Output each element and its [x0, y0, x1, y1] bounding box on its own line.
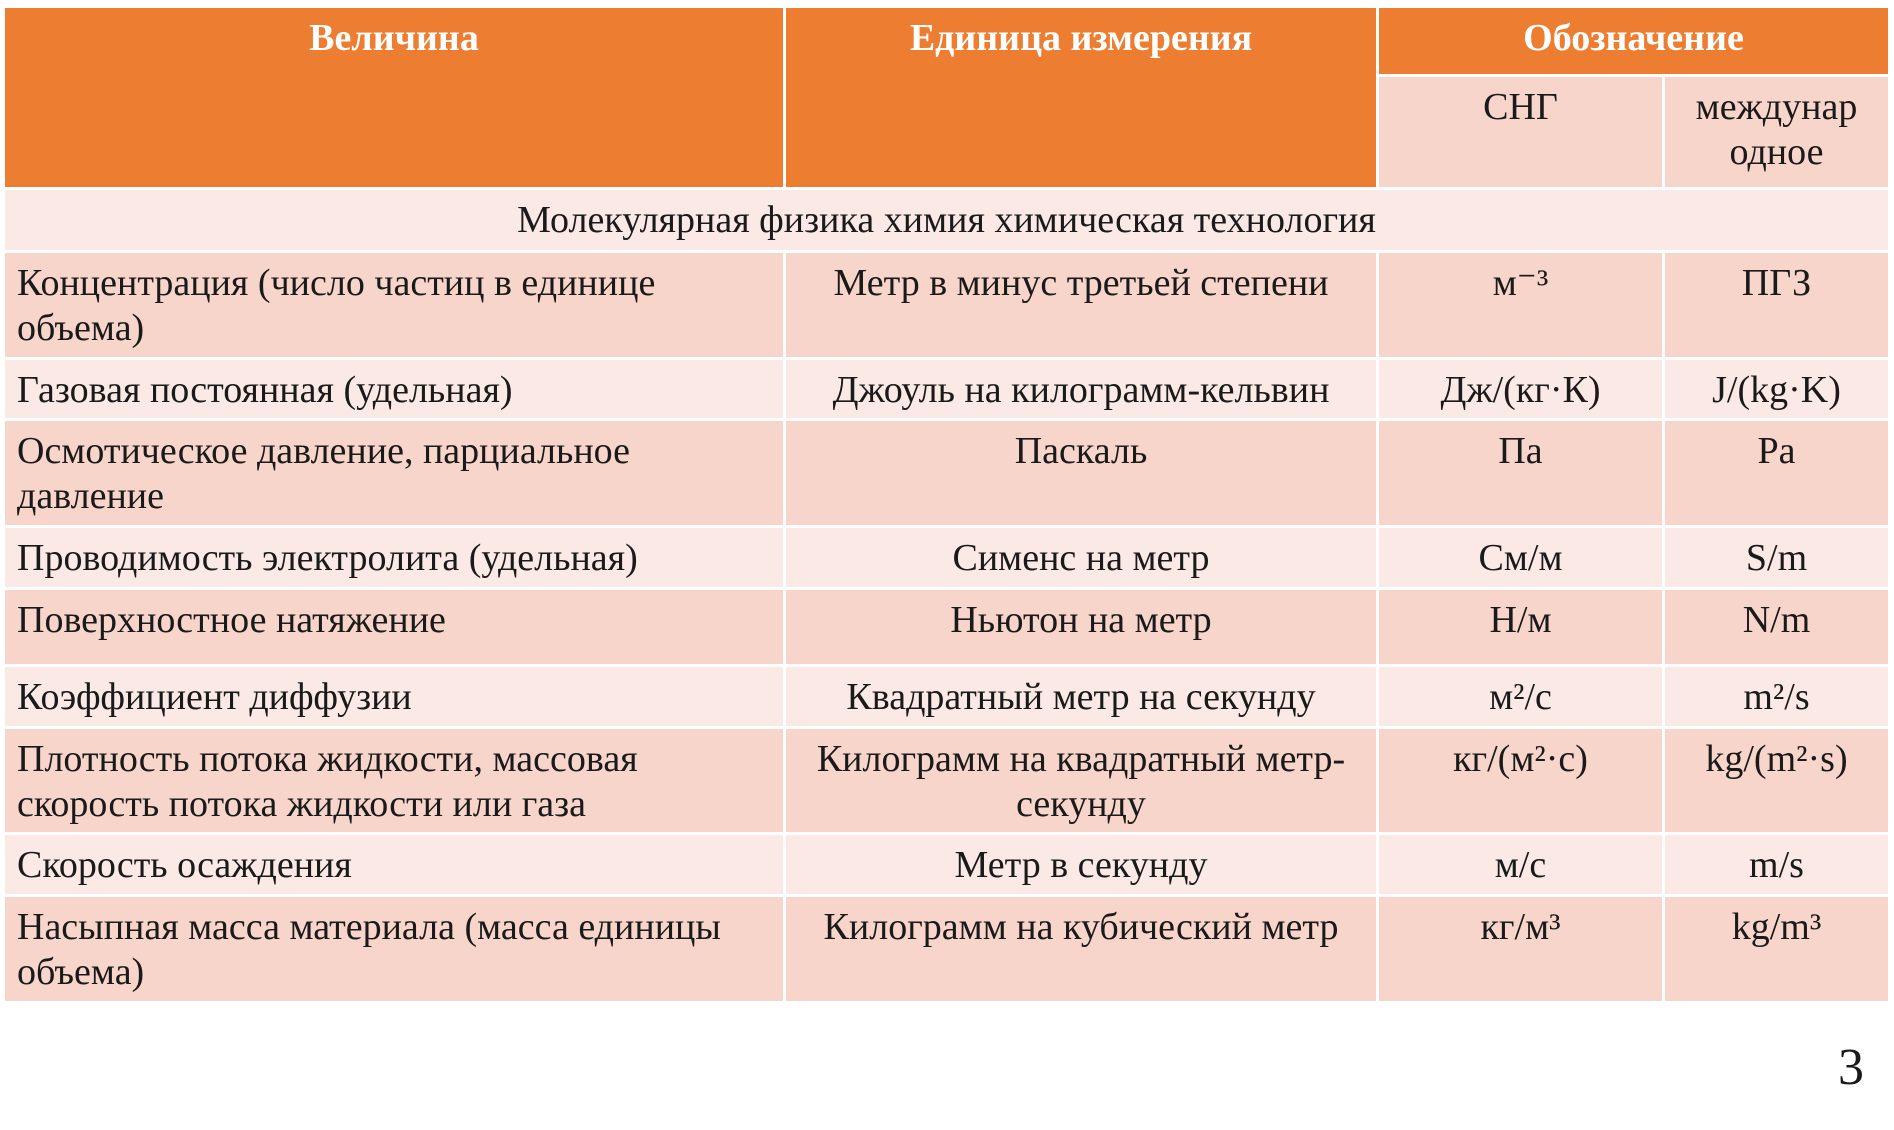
cell-unit: Паскаль	[785, 420, 1378, 527]
cell-international-symbol: N/m	[1664, 588, 1890, 665]
section-title: Молекулярная физика химия химическая технология	[4, 189, 1890, 252]
cell-cis-symbol: кг/(м²·с)	[1378, 727, 1664, 834]
units-table	[2, 5, 1891, 1004]
table-row	[4, 834, 1890, 896]
cell-unit: Килограмм на квадратный метр-секунду	[785, 727, 1378, 834]
header-cis: СНГ	[1378, 76, 1664, 189]
cell-unit: Килограмм на кубический метр	[785, 896, 1378, 1003]
cell-international-symbol: kg/(m²·s)	[1664, 727, 1890, 834]
page-number: 3	[1838, 1039, 1864, 1096]
cell-unit: Метр в секунду	[785, 834, 1378, 896]
cell-quantity: Поверхностное натяжение	[4, 588, 785, 665]
cell-cis-symbol: кг/м³	[1378, 896, 1664, 1003]
table-row	[4, 358, 1890, 420]
cell-quantity: Скорость осаждения	[4, 834, 785, 896]
cell-unit: Ньютон на метр	[785, 588, 1378, 665]
cell-cis-symbol: См/м	[1378, 527, 1664, 589]
table-body	[4, 189, 1890, 1003]
header-unit: Единица измерения	[785, 7, 1378, 189]
cell-cis-symbol: м⁻³	[1378, 252, 1664, 359]
table-row	[4, 588, 1890, 665]
cell-quantity: Осмотическое давление, парциальное давление	[4, 420, 785, 527]
cell-quantity: Насыпная масса материала (масса единицы объема)	[4, 896, 785, 1003]
cell-unit: Джоуль на килограмм-кельвин	[785, 358, 1378, 420]
cell-cis-symbol: Н/м	[1378, 588, 1664, 665]
table-row	[4, 665, 1890, 727]
cell-unit: Метр в минус третьей степени	[785, 252, 1378, 359]
cell-cis-symbol: Па	[1378, 420, 1664, 527]
table-row	[4, 527, 1890, 589]
cell-international-symbol: ПГЗ	[1664, 252, 1890, 359]
cell-quantity: Коэффициент диффузии	[4, 665, 785, 727]
cell-international-symbol: S/m	[1664, 527, 1890, 589]
cell-cis-symbol: м²/с	[1378, 665, 1664, 727]
cell-international-symbol: Pa	[1664, 420, 1890, 527]
cell-international-symbol: kg/m³	[1664, 896, 1890, 1003]
cell-quantity: Проводимость электролита (удельная)	[4, 527, 785, 589]
cell-international-symbol: J/(kg·K)	[1664, 358, 1890, 420]
table-row	[4, 727, 1890, 834]
cell-international-symbol: m/s	[1664, 834, 1890, 896]
cell-quantity: Газовая постоянная (удельная)	[4, 358, 785, 420]
cell-unit: Квадратный метр на секунду	[785, 665, 1378, 727]
table-row	[4, 252, 1890, 359]
cell-cis-symbol: Дж/(кг·К)	[1378, 358, 1664, 420]
table-row	[4, 420, 1890, 527]
table-row	[4, 896, 1890, 1003]
cell-cis-symbol: м/с	[1378, 834, 1664, 896]
cell-quantity: Концентрация (число частиц в единице объема)	[4, 252, 785, 359]
header-international: междунар одное	[1664, 76, 1890, 189]
cell-international-symbol: m²/s	[1664, 665, 1890, 727]
header-designation: Обозначение	[1378, 7, 1890, 76]
cell-quantity: Плотность потока жидкости, массовая скорость потока жидкости или газа	[4, 727, 785, 834]
table-header	[4, 7, 1890, 189]
header-quantity: Величина	[4, 7, 785, 189]
cell-unit: Сименс на метр	[785, 527, 1378, 589]
